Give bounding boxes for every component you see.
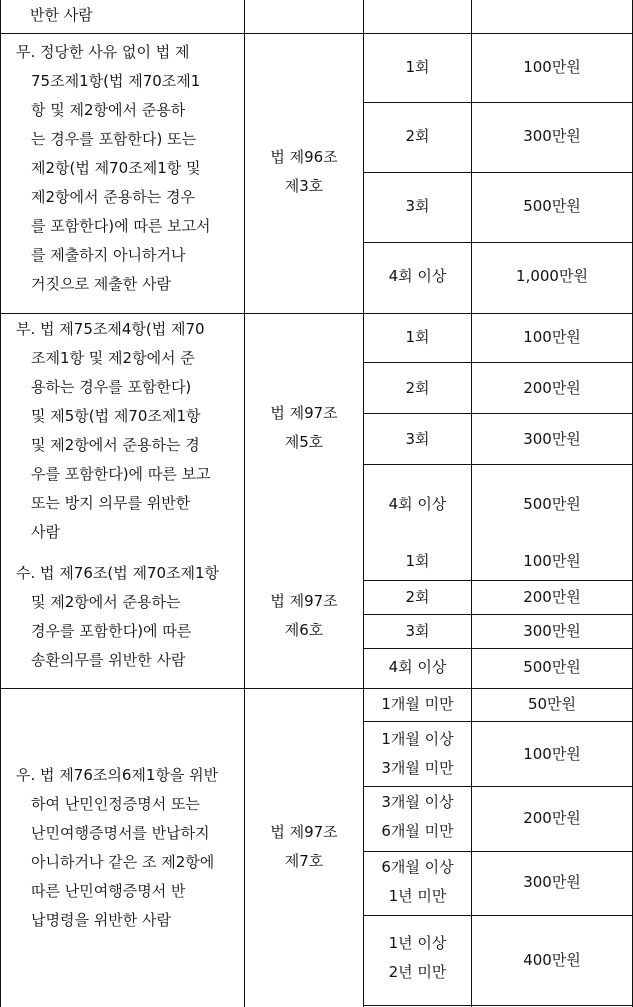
violation-line: 또는 방지 의무를 위반한	[31, 494, 191, 512]
violation-line: 우. 법 제76조의6제1항을 위반	[16, 766, 219, 784]
violation-line: 하여 난민인정증명서 또는	[31, 795, 200, 813]
fine-cell: 300만원	[523, 873, 581, 891]
count-cell: 4회 이상	[388, 658, 447, 676]
violation-line: 경우를 포함한다)에 따른	[31, 622, 192, 640]
violation-line: 및 제2항에서 준용하는	[31, 593, 181, 611]
fine-cell: 300만원	[523, 127, 581, 145]
violation-line: 난민여행증명서를 반납하지	[31, 824, 210, 842]
count-cell: 1회	[405, 58, 430, 76]
violation-line: 부. 법 제75조제4항(법 제70	[16, 320, 205, 338]
fine-cell: 500만원	[523, 495, 581, 513]
fine-cell: 300만원	[523, 622, 581, 640]
fine-cell: 500만원	[523, 197, 581, 215]
violation-line: 우를 포함한다)에 따른 보고	[31, 465, 211, 483]
count-line: 6개월 미만	[381, 822, 454, 840]
article-cell	[245, 399, 363, 457]
count-cell	[364, 725, 471, 783]
violation-line: 따른 난민여행증명서 반	[31, 882, 186, 900]
article-line: 제7호	[284, 852, 324, 870]
fine-cell: 100만원	[523, 552, 581, 570]
violation-line: 송환의무를 위반한 사람	[31, 651, 186, 669]
violation-cell	[16, 315, 211, 547]
violation-cell	[30, 1, 93, 30]
count-line: 3개월 이상	[381, 793, 454, 811]
count-line: 3개월 미만	[381, 759, 454, 777]
count-cell: 1개월 미만	[381, 695, 454, 713]
fine-cell: 300만원	[523, 430, 581, 448]
count-line: 2년 미만	[388, 963, 447, 981]
violation-line: 거짓으로 제출한 사람	[31, 275, 171, 293]
count-line: 6개월 이상	[381, 858, 454, 876]
count-cell	[364, 788, 471, 846]
violation-line: 용하는 경우를 포함한다)	[31, 378, 192, 396]
fine-cell: 400만원	[523, 951, 581, 969]
fine-cell: 100만원	[523, 58, 581, 76]
article-line: 제5호	[284, 433, 324, 451]
count-line: 1년 이상	[388, 934, 447, 952]
fine-cell: 50만원	[527, 695, 577, 713]
fine-cell: 100만원	[523, 745, 581, 763]
article-line: 제3호	[284, 177, 324, 195]
article-line: 법 제97조	[270, 592, 338, 610]
violation-line: 조제1항 및 제2항에서 준	[31, 349, 195, 367]
fine-cell: 100만원	[523, 328, 581, 346]
violation-line: 를 포함한다)에 따른 보고서	[31, 217, 211, 235]
count-cell: 2회	[405, 127, 430, 145]
violation-line: 반한 사람	[30, 6, 93, 24]
fine-cell: 200만원	[523, 379, 581, 397]
violation-line: 는 경우를 포함한다) 또는	[31, 130, 197, 148]
count-cell: 3회	[405, 622, 430, 640]
count-line: 1개월 이상	[381, 730, 454, 748]
article-line: 법 제97조	[270, 823, 338, 841]
violation-line: 및 제2항에서 준용하는 경	[31, 436, 200, 454]
violation-line: 제2항(법 제70조제1항 및	[31, 159, 201, 177]
count-cell: 2회	[405, 379, 430, 397]
violation-line: 제2항에서 준용하는 경우	[31, 188, 195, 206]
violation-line: 를 제출하지 아니하거나	[31, 246, 186, 264]
count-cell: 3회	[405, 430, 430, 448]
article-line: 법 제97조	[270, 404, 338, 422]
article-line: 제6호	[284, 621, 324, 639]
count-cell: 4회 이상	[388, 495, 447, 513]
violation-line: 항 및 제2항에서 준용하	[31, 101, 186, 119]
count-cell	[364, 853, 471, 911]
fine-cell: 200만원	[523, 809, 581, 827]
article-cell	[245, 818, 363, 876]
violation-line: 및 제5항(법 제70조제1항	[31, 407, 201, 425]
violation-line: 무. 정당한 사유 없이 법 제	[16, 43, 190, 61]
fine-cell: 200만원	[523, 588, 581, 606]
count-cell: 1회	[405, 328, 430, 346]
violation-cell	[16, 761, 218, 935]
violation-cell	[16, 38, 211, 299]
count-line: 1년 미만	[388, 887, 447, 905]
fine-cell: 1,000만원	[516, 267, 588, 285]
article-line: 법 제96조	[270, 148, 338, 166]
count-cell	[364, 929, 471, 987]
violation-cell	[16, 559, 219, 675]
article-cell	[245, 587, 363, 645]
count-cell: 1회	[405, 552, 430, 570]
violation-line: 사람	[31, 523, 60, 541]
violation-line: 수. 법 제76조(법 제70조제1항	[16, 564, 220, 582]
count-cell: 4회 이상	[388, 267, 447, 285]
article-cell	[245, 143, 363, 201]
violation-line: 아니하거나 같은 조 제2항에	[31, 853, 215, 871]
fine-cell: 500만원	[523, 658, 581, 676]
violation-line: 납명령을 위반한 사람	[31, 911, 171, 929]
violation-line: 75조제1항(법 제70조제1	[31, 72, 201, 90]
count-cell: 3회	[405, 197, 430, 215]
count-cell: 2회	[405, 588, 430, 606]
